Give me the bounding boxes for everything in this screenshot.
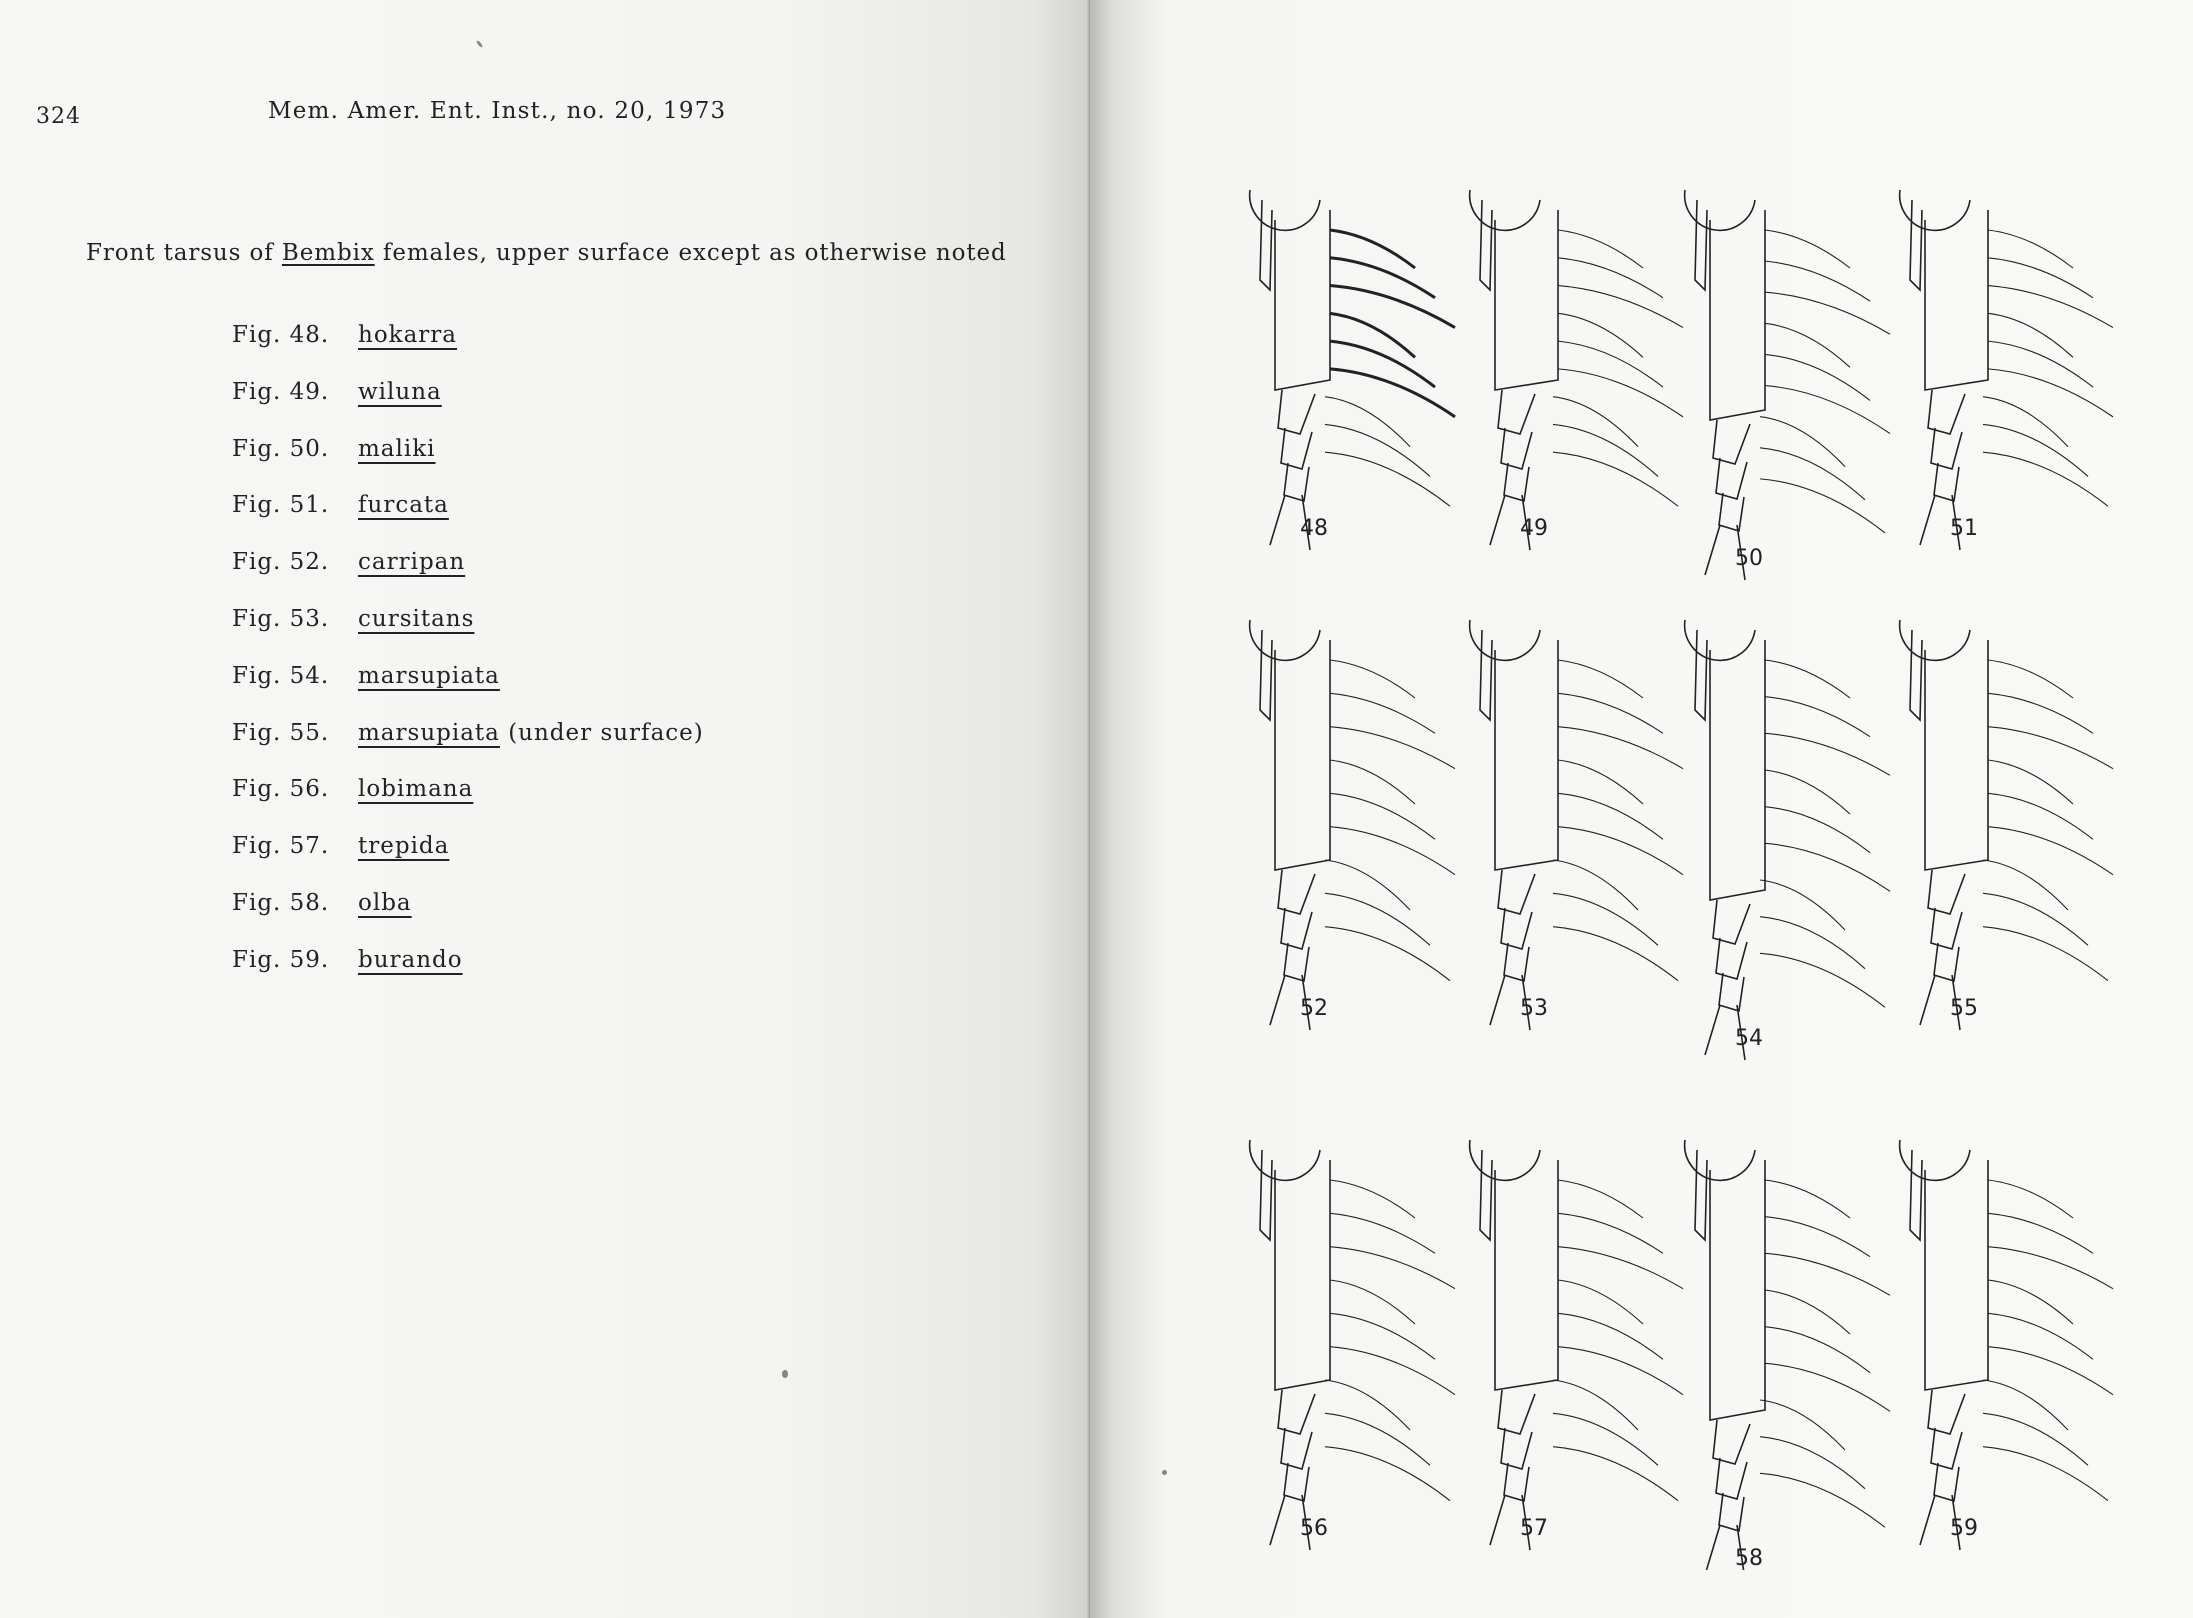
basitarsus-outline bbox=[1495, 210, 1558, 390]
species-name: wiluna bbox=[358, 378, 442, 405]
seta-line bbox=[1553, 1413, 1658, 1465]
tarsomere-outline bbox=[1498, 1390, 1535, 1434]
figure-label-54: 54 bbox=[1735, 1026, 1763, 1051]
figure-number: Fig. 56. bbox=[232, 776, 330, 803]
tarsomere-outline bbox=[1713, 900, 1750, 944]
seta-line bbox=[1325, 1413, 1430, 1465]
tarsomere-outline bbox=[1281, 908, 1312, 949]
basitarsus-outline bbox=[1710, 640, 1765, 900]
tarsomere-outline bbox=[1501, 908, 1532, 949]
seta-line bbox=[1558, 286, 1683, 328]
basitarsus-outline bbox=[1495, 1160, 1558, 1390]
seta-line bbox=[1553, 1447, 1678, 1501]
tarsomere-outline bbox=[1719, 973, 1744, 1011]
caption-genus: Bembix bbox=[281, 240, 375, 266]
tarsomere-outline bbox=[1284, 463, 1309, 501]
seta-line bbox=[1760, 917, 1865, 969]
seta-line bbox=[1330, 793, 1435, 839]
figure-list-item bbox=[232, 947, 704, 1004]
seta-line bbox=[1988, 286, 2113, 328]
seta-line bbox=[1765, 660, 1850, 698]
seta-line bbox=[1765, 697, 1870, 737]
ink-speck bbox=[476, 40, 483, 48]
seta-line bbox=[1330, 1247, 1455, 1289]
seta-line bbox=[1325, 893, 1430, 945]
seta-line bbox=[1558, 827, 1683, 875]
seta-line bbox=[1760, 880, 1845, 930]
seta-line bbox=[1330, 693, 1435, 733]
tarsus-figure bbox=[1470, 620, 1683, 1030]
figure-list-item bbox=[232, 663, 704, 720]
seta-line bbox=[1988, 1280, 2073, 1324]
seta-line bbox=[1558, 230, 1643, 268]
spur-outline bbox=[1480, 200, 1492, 290]
seta-line bbox=[1553, 452, 1678, 506]
species-name: maliki bbox=[358, 435, 436, 462]
tarsus-figure bbox=[1470, 1140, 1683, 1550]
basitarsus-outline bbox=[1275, 640, 1330, 870]
tarsus-figure bbox=[1685, 620, 1890, 1060]
seta-line bbox=[1765, 354, 1870, 400]
spur-outline bbox=[1695, 1150, 1707, 1240]
tarsomere-outline bbox=[1931, 1428, 1962, 1469]
seta-line bbox=[1983, 424, 2088, 476]
figure-number: Fig. 53. bbox=[232, 605, 330, 632]
tarsomere-outline bbox=[1504, 463, 1529, 501]
seta-line bbox=[1765, 1327, 1870, 1373]
seta-line bbox=[1330, 258, 1435, 298]
tarsomere-outline bbox=[1716, 938, 1747, 979]
seta-line bbox=[1330, 369, 1455, 417]
figure-number: Fig. 57. bbox=[232, 833, 330, 860]
seta-line bbox=[1330, 727, 1455, 769]
seta-line bbox=[1988, 230, 2073, 268]
basal-joint-outline bbox=[1470, 1140, 1540, 1180]
figure-number: Fig. 54. bbox=[232, 662, 330, 689]
caption-before: Front tarsus of bbox=[86, 240, 282, 266]
tarsomere-outline bbox=[1719, 1493, 1744, 1531]
tarsus-figure bbox=[1250, 1140, 1455, 1550]
figure-label-56: 56 bbox=[1300, 1516, 1328, 1541]
seta-line bbox=[1983, 1447, 2108, 1501]
figure-list bbox=[232, 322, 704, 1004]
seta-line bbox=[1330, 1180, 1415, 1218]
figure-number: Fig. 59. bbox=[232, 946, 330, 973]
tarsus-figure bbox=[1470, 190, 1683, 550]
species-name: trepida bbox=[358, 833, 450, 860]
basal-joint-outline bbox=[1685, 1140, 1755, 1180]
seta-line bbox=[1325, 452, 1450, 506]
seta-line bbox=[1983, 397, 2068, 447]
figure-label-50: 50 bbox=[1735, 546, 1763, 571]
tarsus-figure bbox=[1900, 1140, 2113, 1550]
seta-line bbox=[1330, 660, 1415, 698]
seta-line bbox=[1558, 1280, 1643, 1324]
seta-line bbox=[1983, 927, 2108, 981]
basal-joint-outline bbox=[1900, 620, 1970, 660]
tarsomere-outline bbox=[1504, 943, 1529, 981]
seta-line bbox=[1330, 827, 1455, 875]
species-name: marsupiata bbox=[358, 719, 500, 746]
tarsomere-outline bbox=[1934, 943, 1959, 981]
spur-outline bbox=[1910, 1150, 1922, 1240]
seta-line bbox=[1988, 369, 2113, 417]
seta-line bbox=[1765, 807, 1870, 853]
seta-line bbox=[1558, 1247, 1683, 1289]
figure-label-52: 52 bbox=[1300, 996, 1328, 1021]
figure-list-item bbox=[232, 890, 704, 947]
seta-line bbox=[1983, 452, 2108, 506]
seta-line bbox=[1558, 1313, 1663, 1359]
species-name: carripan bbox=[358, 549, 466, 576]
spur-outline bbox=[1695, 630, 1707, 720]
basitarsus-outline bbox=[1710, 210, 1765, 420]
tarsomere-outline bbox=[1501, 1428, 1532, 1469]
species-name: cursitans bbox=[358, 605, 475, 632]
figure-label-48: 48 bbox=[1300, 516, 1328, 541]
seta-line bbox=[1760, 1473, 1885, 1527]
tarsomere-outline bbox=[1713, 420, 1750, 464]
seta-line bbox=[1765, 843, 1890, 891]
seta-line bbox=[1325, 1447, 1450, 1501]
seta-line bbox=[1988, 1180, 2073, 1218]
seta-line bbox=[1330, 1280, 1415, 1324]
figure-list-item bbox=[232, 833, 704, 890]
tarsomere-outline bbox=[1498, 870, 1535, 914]
basal-joint-outline bbox=[1250, 620, 1320, 660]
seta-line bbox=[1988, 727, 2113, 769]
figure-list-item bbox=[232, 436, 704, 493]
seta-line bbox=[1558, 1213, 1663, 1253]
tarsomere-outline bbox=[1928, 1390, 1965, 1434]
tarsomere-outline bbox=[1504, 1463, 1529, 1501]
tarsomere-outline bbox=[1928, 870, 1965, 914]
spur-outline bbox=[1480, 630, 1492, 720]
tarsomere-outline bbox=[1934, 463, 1959, 501]
basal-joint-outline bbox=[1685, 190, 1755, 230]
seta-line bbox=[1765, 1363, 1890, 1411]
seta-line bbox=[1553, 893, 1658, 945]
seta-line bbox=[1553, 860, 1638, 910]
seta-line bbox=[1330, 286, 1455, 328]
tarsomere-outline bbox=[1284, 943, 1309, 981]
tarsomere-outline bbox=[1501, 428, 1532, 469]
basal-joint-outline bbox=[1900, 1140, 1970, 1180]
caption-after: females, upper surface except as otherwise noted bbox=[374, 240, 1007, 266]
figure-list-item bbox=[232, 322, 704, 379]
page-number: 324 bbox=[36, 104, 81, 129]
figure-list-item bbox=[232, 379, 704, 436]
seta-line bbox=[1325, 1380, 1410, 1430]
spur-outline bbox=[1260, 630, 1272, 720]
seta-line bbox=[1760, 953, 1885, 1007]
seta-line bbox=[1765, 733, 1890, 775]
spur-outline bbox=[1480, 1150, 1492, 1240]
seta-line bbox=[1988, 660, 2073, 698]
illustration-plate bbox=[1220, 160, 2140, 1570]
tarsus-figure bbox=[1250, 620, 1455, 1030]
seta-line bbox=[1558, 660, 1643, 698]
seta-line bbox=[1558, 1347, 1683, 1395]
basitarsus-outline bbox=[1275, 210, 1330, 390]
seta-line bbox=[1765, 770, 1850, 814]
figure-list-item bbox=[232, 492, 704, 549]
seta-line bbox=[1558, 760, 1643, 804]
seta-line bbox=[1988, 760, 2073, 804]
species-name: marsupiata bbox=[358, 662, 500, 689]
seta-line bbox=[1760, 479, 1885, 533]
seta-line bbox=[1760, 1437, 1865, 1489]
basal-joint-outline bbox=[1250, 1140, 1320, 1180]
seta-line bbox=[1983, 1380, 2068, 1430]
seta-line bbox=[1558, 727, 1683, 769]
figure-label-58: 58 bbox=[1735, 1546, 1763, 1570]
seta-line bbox=[1325, 424, 1430, 476]
seta-line bbox=[1558, 1180, 1643, 1218]
seta-line bbox=[1330, 1347, 1455, 1395]
figure-number: Fig. 49. bbox=[232, 378, 330, 405]
seta-line bbox=[1765, 323, 1850, 367]
figure-note: (under surface) bbox=[499, 719, 704, 746]
species-name: burando bbox=[358, 946, 463, 973]
running-head: Mem. Amer. Ent. Inst., no. 20, 1973 bbox=[268, 98, 727, 124]
seta-line bbox=[1325, 860, 1410, 910]
seta-line bbox=[1765, 1290, 1850, 1334]
seta-line bbox=[1983, 860, 2068, 910]
tarsomere-outline bbox=[1278, 390, 1315, 434]
figure-list-item bbox=[232, 720, 704, 777]
seta-line bbox=[1765, 1217, 1870, 1257]
tarsomere-outline bbox=[1281, 428, 1312, 469]
tarsomere-outline bbox=[1278, 1390, 1315, 1434]
seta-line bbox=[1553, 927, 1678, 981]
tarsomere-outline bbox=[1498, 390, 1535, 434]
figure-label-51: 51 bbox=[1950, 516, 1978, 541]
tarsomere-outline bbox=[1281, 1428, 1312, 1469]
figure-label-57: 57 bbox=[1520, 1516, 1548, 1541]
basal-joint-outline bbox=[1250, 190, 1320, 230]
tarsomere-outline bbox=[1716, 1458, 1747, 1499]
figure-number: Fig. 55. bbox=[232, 719, 330, 746]
seta-line bbox=[1760, 448, 1865, 500]
tarsus-drawings bbox=[1220, 160, 2140, 1570]
left-page bbox=[0, 0, 1090, 1618]
seta-line bbox=[1760, 1400, 1845, 1450]
tarsus-figure bbox=[1685, 190, 1890, 580]
species-name: hokarra bbox=[358, 322, 458, 348]
seta-line bbox=[1988, 1313, 2093, 1359]
seta-line bbox=[1558, 258, 1663, 298]
seta-line bbox=[1765, 1253, 1890, 1295]
plate-caption bbox=[86, 240, 1007, 266]
figure-number: Fig. 51. bbox=[232, 492, 330, 519]
seta-line bbox=[1765, 292, 1890, 334]
species-name: lobimana bbox=[358, 776, 474, 803]
basal-joint-outline bbox=[1685, 620, 1755, 660]
seta-line bbox=[1765, 261, 1870, 301]
ink-speck bbox=[1162, 1470, 1167, 1475]
spur-outline bbox=[1910, 200, 1922, 290]
seta-line bbox=[1553, 397, 1638, 447]
seta-line bbox=[1330, 230, 1415, 268]
seta-line bbox=[1988, 693, 2093, 733]
figure-list-item bbox=[232, 776, 704, 833]
seta-line bbox=[1330, 760, 1415, 804]
tarsomere-outline bbox=[1931, 908, 1962, 949]
seta-line bbox=[1988, 1213, 2093, 1253]
basal-joint-outline bbox=[1470, 620, 1540, 660]
tarsus-figure bbox=[1900, 190, 2113, 550]
seta-line bbox=[1325, 397, 1410, 447]
tarsomere-outline bbox=[1716, 458, 1747, 499]
seta-line bbox=[1988, 1347, 2113, 1395]
tarsus-figure bbox=[1250, 190, 1455, 550]
seta-line bbox=[1983, 893, 2088, 945]
figure-number: Fig. 48. bbox=[232, 322, 330, 348]
basitarsus-outline bbox=[1925, 210, 1988, 390]
basitarsus-outline bbox=[1275, 1160, 1330, 1390]
figure-list-item bbox=[232, 606, 704, 663]
figure-number: Fig. 50. bbox=[232, 435, 330, 462]
seta-line bbox=[1558, 369, 1683, 417]
figure-label-49: 49 bbox=[1520, 516, 1548, 541]
basal-joint-outline bbox=[1470, 190, 1540, 230]
figure-label-53: 53 bbox=[1520, 996, 1548, 1021]
basitarsus-outline bbox=[1495, 640, 1558, 870]
basitarsus-outline bbox=[1710, 1160, 1765, 1420]
seta-line bbox=[1988, 793, 2093, 839]
seta-line bbox=[1553, 1380, 1638, 1430]
seta-line bbox=[1558, 693, 1663, 733]
seta-line bbox=[1988, 827, 2113, 875]
seta-line bbox=[1765, 386, 1890, 434]
spur-outline bbox=[1260, 1150, 1272, 1240]
tarsomere-outline bbox=[1928, 390, 1965, 434]
tarsus-figure bbox=[1685, 1140, 1890, 1570]
seta-line bbox=[1553, 424, 1658, 476]
seta-line bbox=[1330, 1313, 1435, 1359]
seta-line bbox=[1558, 793, 1663, 839]
seta-line bbox=[1988, 258, 2093, 298]
figure-list-item bbox=[232, 549, 704, 606]
ink-speck bbox=[782, 1370, 788, 1378]
seta-line bbox=[1330, 1213, 1435, 1253]
seta-line bbox=[1988, 1247, 2113, 1289]
figure-number: Fig. 52. bbox=[232, 549, 330, 576]
species-name: furcata bbox=[358, 492, 449, 519]
tarsomere-outline bbox=[1278, 870, 1315, 914]
basitarsus-outline bbox=[1925, 640, 1988, 870]
seta-line bbox=[1325, 927, 1450, 981]
tarsomere-outline bbox=[1931, 428, 1962, 469]
seta-line bbox=[1765, 1180, 1850, 1218]
spur-outline bbox=[1260, 200, 1272, 290]
basal-joint-outline bbox=[1900, 190, 1970, 230]
tarsomere-outline bbox=[1284, 1463, 1309, 1501]
figure-number: Fig. 58. bbox=[232, 889, 330, 916]
figure-label-59: 59 bbox=[1950, 1516, 1978, 1541]
spur-outline bbox=[1910, 630, 1922, 720]
species-name: olba bbox=[358, 889, 412, 916]
spur-outline bbox=[1695, 200, 1707, 290]
tarsomere-outline bbox=[1934, 1463, 1959, 1501]
tarsus-figure bbox=[1900, 620, 2113, 1030]
tarsomere-outline bbox=[1713, 1420, 1750, 1464]
seta-line bbox=[1983, 1413, 2088, 1465]
figure-label-55: 55 bbox=[1950, 996, 1978, 1021]
basitarsus-outline bbox=[1925, 1160, 1988, 1390]
tarsomere-outline bbox=[1719, 493, 1744, 531]
